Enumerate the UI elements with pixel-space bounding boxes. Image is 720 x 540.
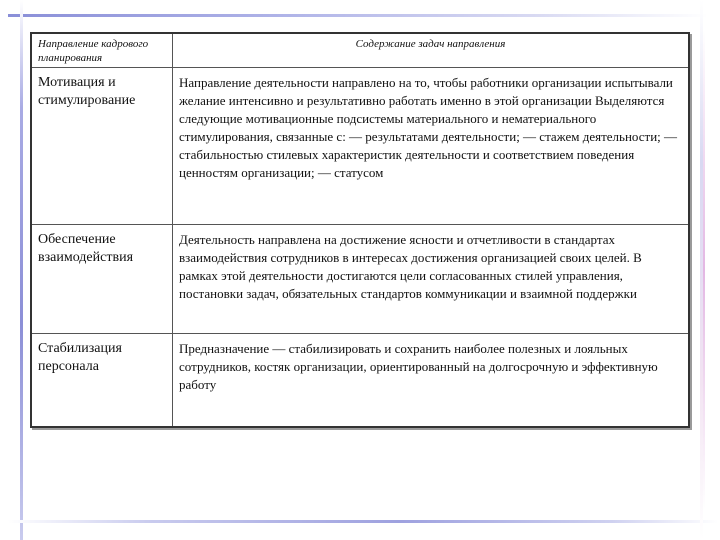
- row-description: Предназначение — стабилизировать и сохранить наиболее полезных и лояльных сотрудников, костяк организации, ориентированный на долгосрочную и эффективную работу: [173, 334, 690, 428]
- header-direction: Направление кадрового планирования: [31, 33, 173, 68]
- row-direction-name: Мотивация и стимулирование: [31, 68, 173, 225]
- planning-directions-table: [30, 32, 690, 428]
- header-content: Содержание задач направления: [173, 33, 690, 68]
- table-row: [31, 225, 689, 334]
- frame-line-left: [20, 0, 23, 540]
- row-description: Направление деятельности направлено на то, чтобы работники организации испытывали желание интенсивно и результативно работать именно в этой организации Выделяются следующие мотивационные подсистемы материального и нематериального стимулирования, связанные с: — результатами деятельности; — стажем деятельности; — стабильностью стилевых характеристик деятельности и соответствием поведения ценностям организации; — статусом: [173, 68, 690, 225]
- frame-line-bottom: [8, 520, 718, 523]
- row-description: Деятельность направлена на достижение ясности и отчетливости в стандартах взаимодействия сотрудников в интересах достижения организацией своих целей. В рамках этой деятельности достигаются цели согласованных стилей управления, постановки задач, обязательных стандартов коммуникации и взаимной поддержки: [173, 225, 690, 334]
- frame-line-top: [8, 14, 708, 17]
- row-direction-name: Стабилизация персонала: [31, 334, 173, 428]
- table-row: [31, 334, 689, 428]
- frame-line-right-accent: [703, 30, 705, 510]
- row-direction-name: Обеспечение взаимодействия: [31, 225, 173, 334]
- table-row: [31, 68, 689, 225]
- table-header-row: [31, 33, 689, 68]
